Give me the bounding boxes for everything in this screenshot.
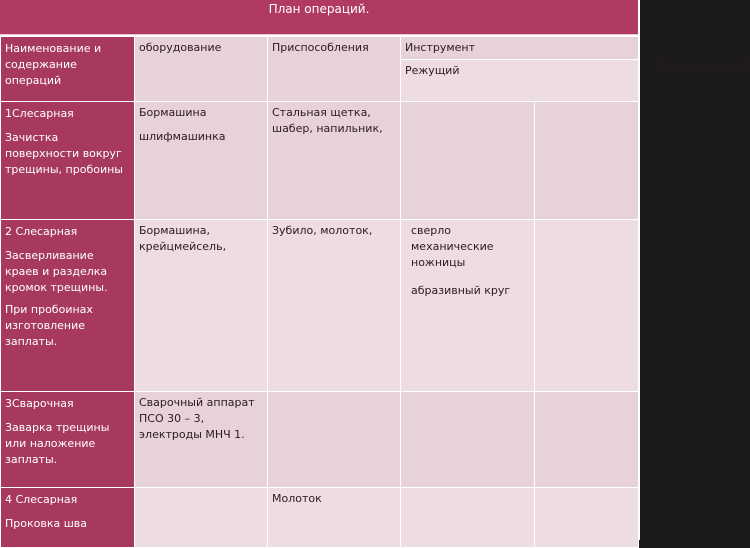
row4-fixtures — [268, 488, 401, 548]
row4-op-desc: Проковка шва — [5, 517, 88, 530]
row2-fixtures — [268, 220, 401, 392]
row3-op-desc: Заварка трещины или наложение заплаты. — [5, 421, 110, 466]
row4-cutting — [401, 488, 535, 548]
row1-fixtures — [268, 102, 401, 220]
header-fixtures — [268, 37, 401, 102]
row2-measuring-text — [535, 220, 638, 226]
header-row — [1, 37, 639, 60]
row1-cutting — [401, 102, 535, 220]
header-tools-text: Инструмент — [405, 41, 476, 54]
header-name — [1, 37, 135, 102]
row2-fixtures-text: Зубило, молоток, — [272, 224, 373, 237]
row3-cutting — [401, 392, 535, 488]
row1-equipment-1: Бормашина — [139, 106, 207, 119]
header-equipment-text: оборудование — [139, 41, 222, 54]
title-bar — [0, 0, 638, 35]
table-row — [1, 392, 639, 488]
table-row — [1, 102, 639, 220]
row2-cutting-text-2: абразивный круг — [411, 284, 511, 297]
row3-op-title: 3Сварочная — [5, 397, 74, 410]
row1-op-title: 1Слесарная — [5, 107, 74, 120]
row3-measuring-text — [535, 392, 638, 398]
row4-cutting-text — [401, 488, 534, 494]
row4-op-title: 4 Слесарная — [5, 493, 78, 506]
row3-name — [1, 392, 135, 488]
slide-title: План операций. — [268, 2, 370, 16]
header-tools — [401, 37, 639, 60]
row4-equipment-1 — [135, 488, 267, 494]
row3-equipment — [135, 392, 268, 488]
row1-measuring-text — [535, 102, 638, 108]
row3-fixtures-text — [268, 392, 400, 398]
header-name-text: Наименование и содержание операций — [5, 42, 102, 87]
row2-measuring — [535, 220, 639, 392]
row2-cutting — [401, 220, 535, 392]
header-fixtures-text: Приспособления — [272, 41, 369, 54]
row1-measuring — [535, 102, 639, 220]
row2-op-desc: Засверливание краев и разделка кромок трещины. — [5, 249, 108, 294]
row4-fixtures-text: Молоток — [272, 492, 322, 505]
row4-measuring-text — [535, 488, 638, 494]
row2-op-title: 2 Слесарная — [5, 225, 78, 238]
row3-fixtures — [268, 392, 401, 488]
row2-equipment-1: Бормашина, крейцмейсель, — [139, 224, 227, 253]
row4-name — [1, 488, 135, 548]
row1-op-desc: Зачистка поверхности вокруг трещины, пробоины — [5, 131, 123, 176]
row4-equipment — [135, 488, 268, 548]
header-measuring: Измерительный — [657, 60, 750, 73]
table-row — [1, 220, 639, 392]
row2-cutting-text: сверло механические ножницы — [411, 224, 494, 269]
operations-table — [0, 36, 639, 548]
header-cutting-text: Режущий — [405, 64, 460, 77]
row2-name — [1, 220, 135, 392]
row3-cutting-text — [401, 392, 534, 398]
row1-equipment-2: шлифмашинка — [139, 130, 226, 143]
row3-equipment-1: Сварочный аппарат ПСО 30 – 3, электроды МНЧ 1. — [139, 396, 255, 441]
row1-cutting-text — [401, 102, 534, 108]
row1-fixtures-text: Стальная щетка, шабер, напильник, — [272, 106, 383, 135]
table-row — [1, 488, 639, 548]
row2-equipment — [135, 220, 268, 392]
row4-measuring — [535, 488, 639, 548]
row1-name — [1, 102, 135, 220]
row1-equipment — [135, 102, 268, 220]
row2-op-note: При пробоинах изготовление заплаты. — [5, 303, 93, 348]
header-cutting — [401, 60, 639, 102]
header-equipment — [135, 37, 268, 102]
row3-measuring — [535, 392, 639, 488]
